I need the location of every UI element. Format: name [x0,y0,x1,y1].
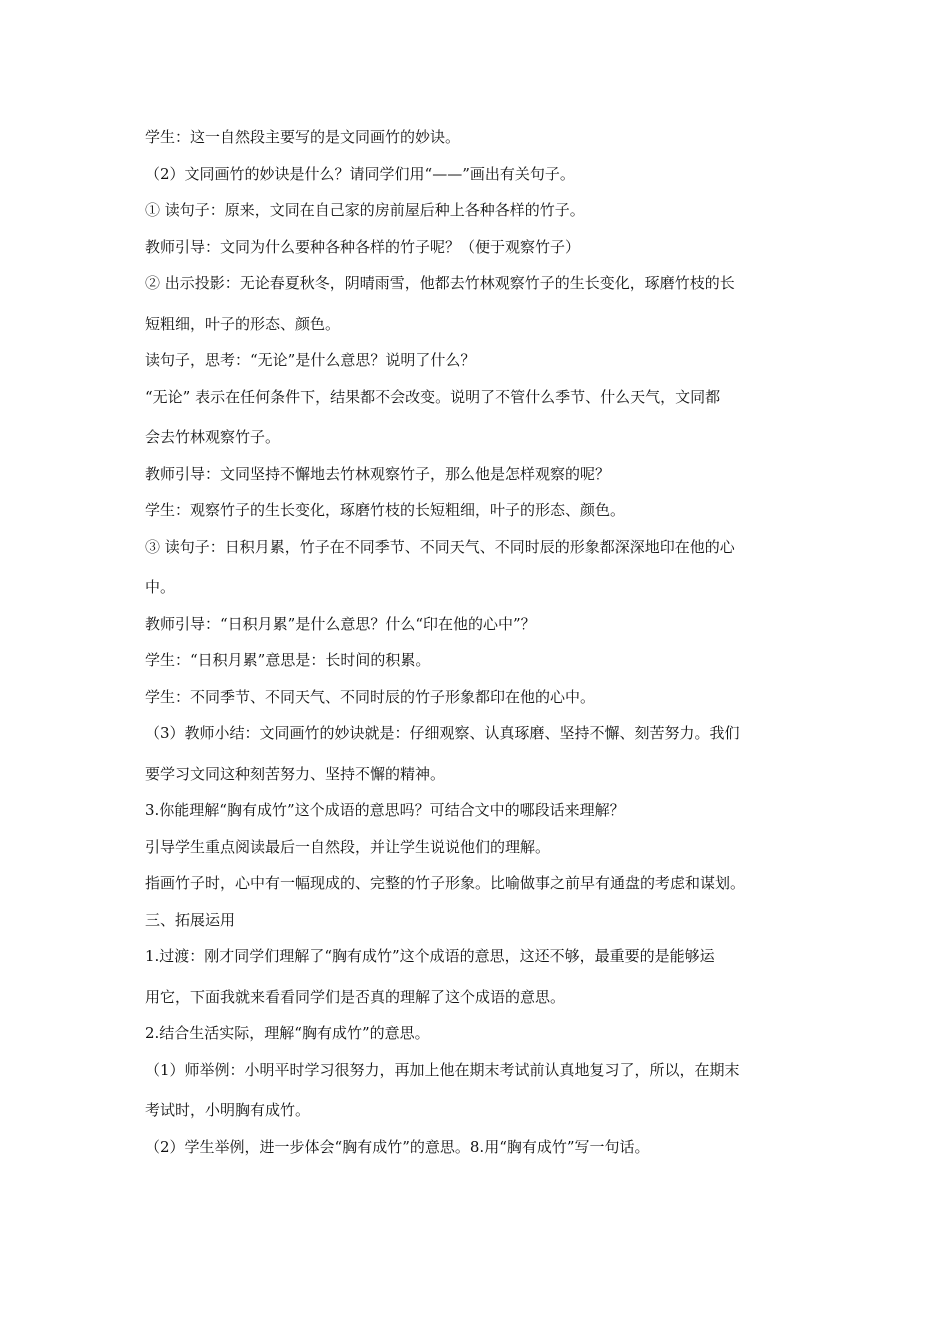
text-line: 引导学生重点阅读最后一自然段，并让学生说说他们的理解。 [145,837,551,856]
text-line: 教师引导：文同为什么要种各种各样的竹子呢？（便于观察竹子） [145,237,581,256]
text-line: 学生：观察竹子的生长变化，琢磨竹枝的长短粗细，叶子的形态、颜色。 [145,501,626,519]
text-line: 短粗细，叶子的形态、颜色。 [145,314,341,333]
text-line: 教师引导：“日积月累”是什么意思？什么“印在他的心中”？ [145,614,536,633]
text-line: 会去竹林观察竹子。 [145,428,281,446]
text-line: 指画竹子时，心中有一幅现成的、完整的竹子形象。比喻做事之前早有通盘的考虑和谋划。 [145,874,746,892]
text-line: 要学习文同这种刻苦努力、坚持不懈的精神。 [145,764,446,783]
text-line: 3.你能理解“胸有成竹”这个成语的意思吗？可结合文中的哪段话来理解？ [145,801,625,819]
text-line: （2）文同画竹的妙诀是什么？请同学们用“——”画出有关句子。 [145,164,575,183]
text-line: ③ 读句子：日积月累，竹子在不同季节、不同天气、不同时辰的形象都深深地印在他的心 [145,537,735,556]
section-heading: 三、拓展运用 [145,910,236,929]
text-line: 1.过渡：刚才同学们理解了“胸有成竹”这个成语的意思，这还不够，最重要的是能够运 [145,947,715,965]
text-line: （1）师举例：小明平时学习很努力，再加上他在期末考试前认真地复习了，所以，在期末 [145,1060,740,1079]
text-line: 学生：“日积月累”意思是：长时间的积累。 [145,651,431,669]
document-page [145,125,813,1171]
text-line: （3）教师小结：文同画竹的妙诀就是：仔细观察、认真琢磨、坚持不懈、刻苦努力。我们 [145,724,740,742]
text-line: 读句子，思考：“无论”是什么意思？说明了什么？ [145,351,476,369]
text-line: 学生：不同季节、不同天气、不同时辰的竹子形象都印在他的心中。 [145,687,596,706]
text-line: 学生：这一自然段主要写的是文同画竹的妙诀。 [145,128,461,146]
text-line: “无论” 表示在任何条件下，结果都不会改变。说明了不管什么季节、什么天气，文同都 [145,387,721,406]
text-line: 教师引导：文同坚持不懈地去竹林观察竹子，那么他是怎样观察的呢？ [145,464,611,483]
text-line: （2）学生举例，进一步体会“胸有成竹”的意思。8.用“胸有成竹”写一句话。 [145,1137,650,1156]
text-line: 中。 [145,578,176,596]
text-line: 用它，下面我就来看看同学们是否真的理解了这个成语的意思。 [145,987,566,1006]
text-line: 考试时，小明胸有成竹。 [145,1101,311,1119]
text-line: ② 出示投影：无论春夏秋冬，阴晴雨雪，他都去竹林观察竹子的生长变化，琢磨竹枝的长 [145,274,735,292]
text-line: ① 读句子：原来，文同在自己家的房前屋后种上各种各样的竹子。 [145,201,585,219]
text-line: 2.结合生活实际，理解“胸有成竹”的意思。 [145,1024,430,1042]
